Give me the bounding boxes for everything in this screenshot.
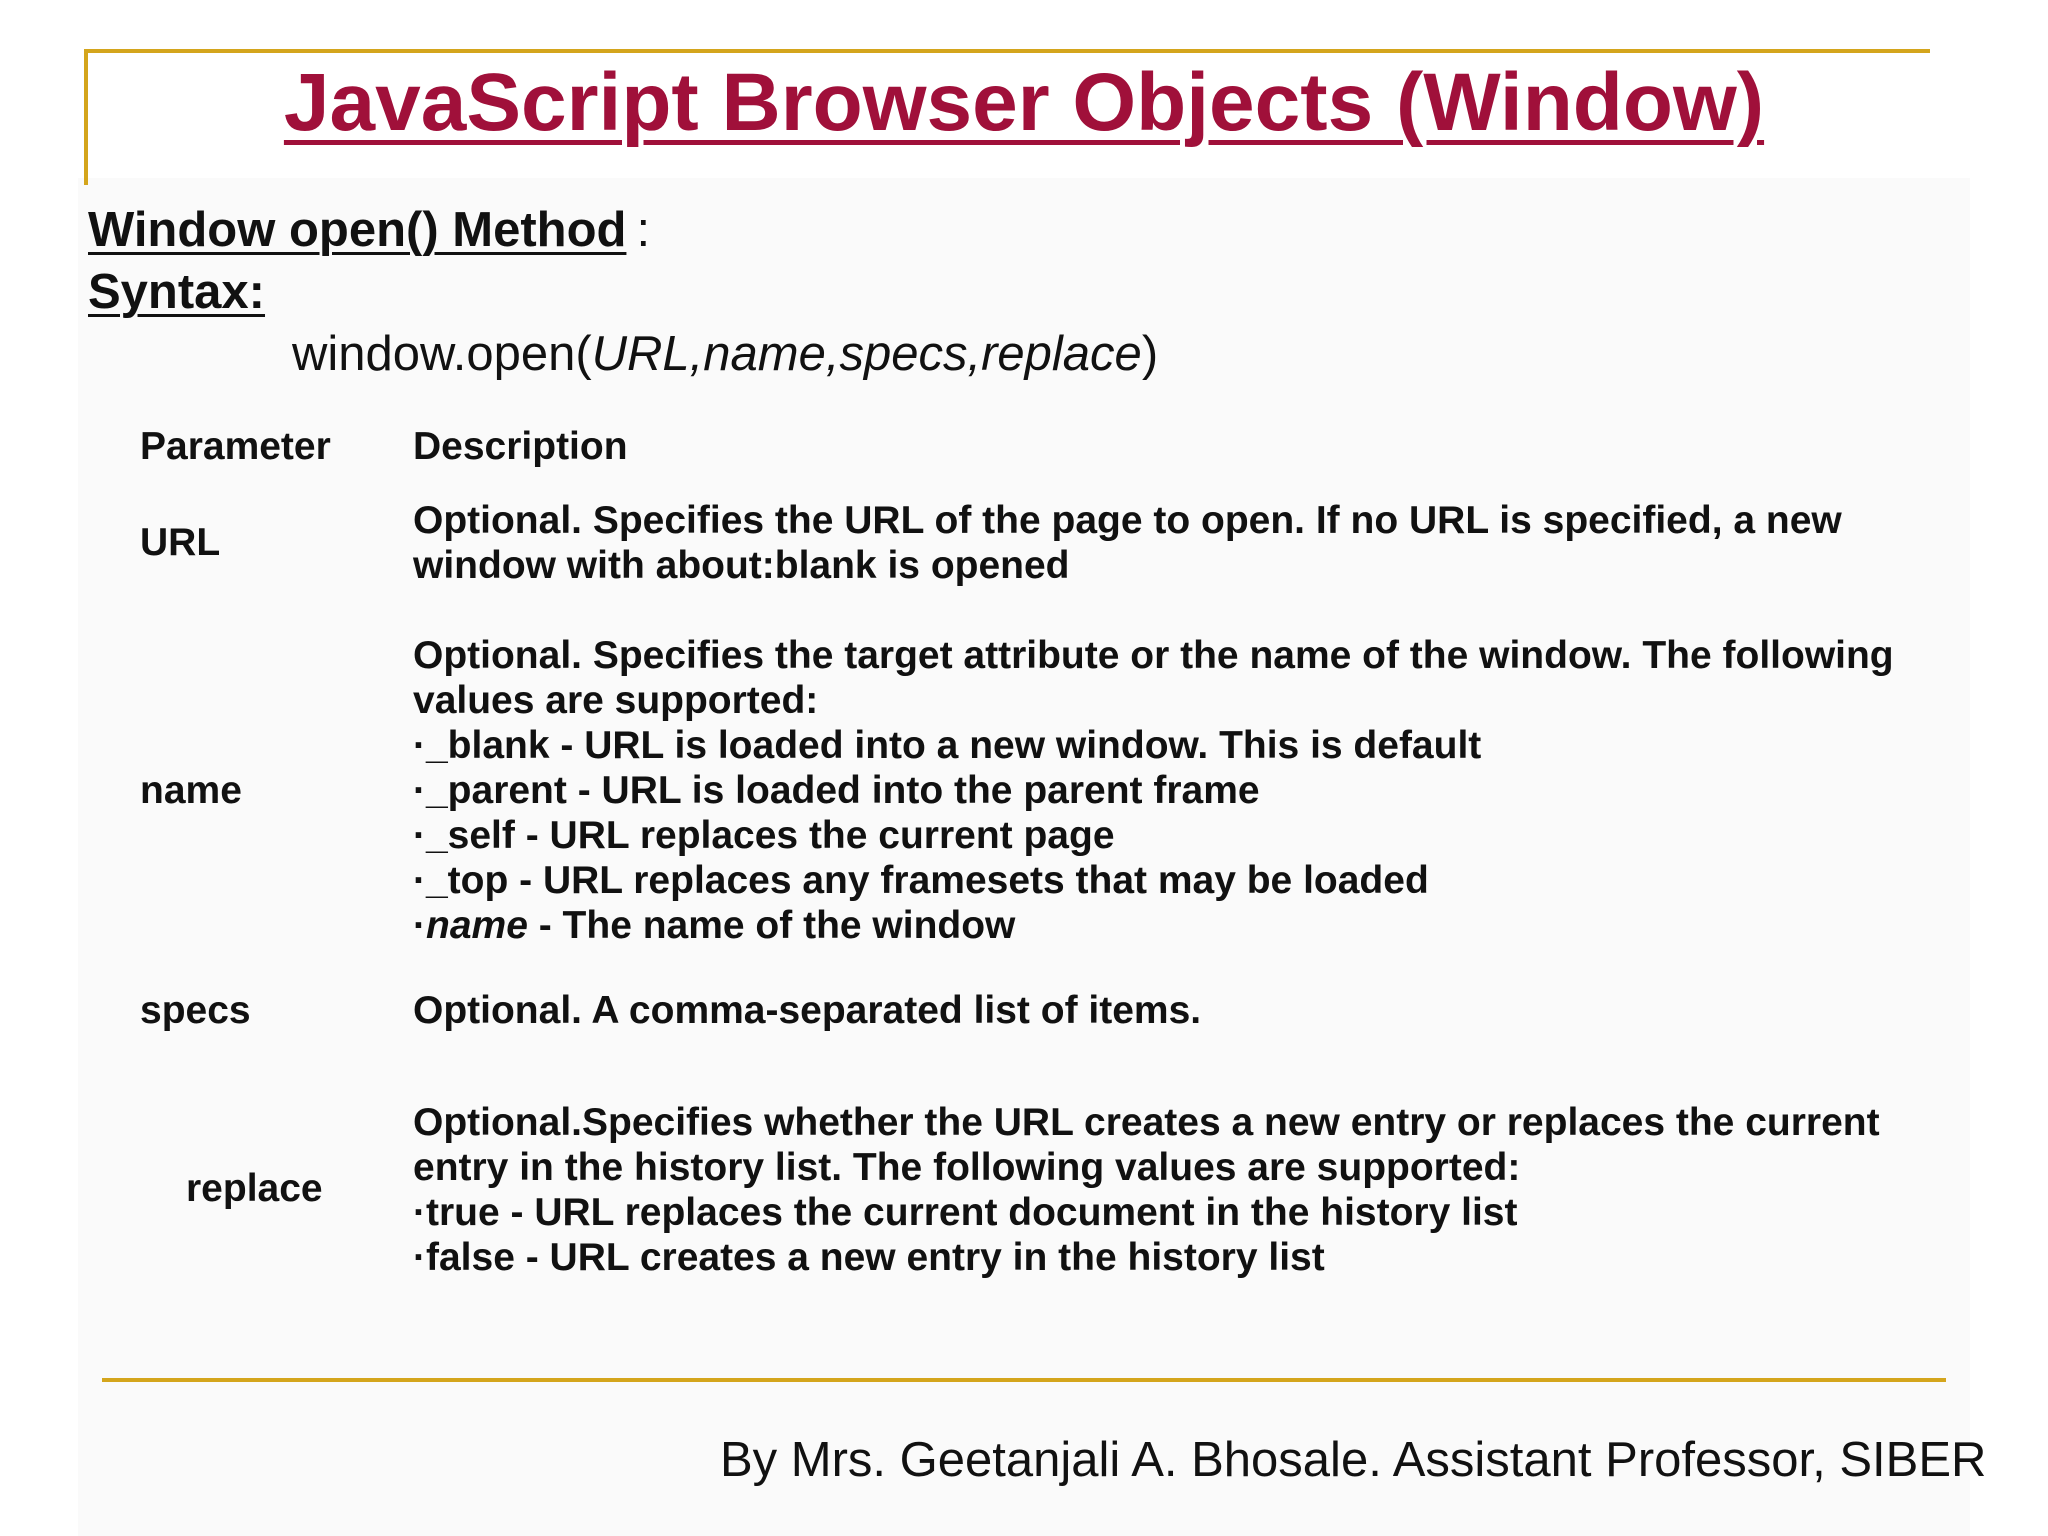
method-heading [88, 202, 650, 258]
description-line [413, 903, 1894, 948]
slide-title: JavaScript Browser Objects (Window) [283, 57, 1765, 148]
param-replace: replace [186, 1167, 323, 1210]
description-line: ·_blank - URL is loaded into a new window. This is default [413, 724, 1482, 767]
description-line: window with about:blank is opened [413, 544, 1070, 587]
description-name [413, 633, 1894, 948]
name-term-rest: - The name of the window [527, 904, 1016, 947]
param-url: URL [140, 521, 221, 564]
description-replace [413, 1100, 1880, 1280]
description-specs [413, 988, 1201, 1033]
syntax-args: URL,name,specs,replace [591, 327, 1142, 381]
param-name: name [140, 769, 242, 812]
bottom-accent-line [102, 1378, 1946, 1382]
bullet: · [413, 904, 426, 947]
author-credit: By Mrs. Geetanjali A. Bhosale. Assistant Professor, SIBER [720, 1433, 1987, 1487]
syntax-code [292, 326, 1158, 382]
top-accent-line [84, 49, 1930, 53]
description-line: ·true - URL replaces the current document in the history list [413, 1191, 1518, 1234]
table-header-parameter: Parameter [140, 425, 331, 468]
syntax-prefix: window.open( [292, 327, 592, 381]
table-header-description: Description [413, 425, 628, 468]
name-term: name [426, 904, 528, 947]
syntax-label: Syntax: [88, 265, 266, 319]
description-line: ·false - URL creates a new entry in the history list [413, 1236, 1325, 1279]
description-line: ·_self - URL replaces the current page [413, 814, 1115, 857]
description-line: Optional.Specifies whether the URL creates a new entry or replaces the current [413, 1101, 1880, 1144]
method-heading-text: Window open() Method [88, 203, 627, 257]
description-line: ·_top - URL replaces any framesets that may be loaded [413, 859, 1429, 902]
description-line: ·_parent - URL is loaded into the parent frame [413, 769, 1260, 812]
description-url [413, 498, 1842, 588]
description-line: Optional. Specifies the target attribute or the name of the window. The following [413, 634, 1894, 677]
description-line: values are supported: [413, 679, 819, 722]
method-heading-colon: : [636, 203, 651, 257]
description-line: Optional. Specifies the URL of the page to open. If no URL is specified, a new [413, 499, 1842, 542]
description-line: Optional. A comma-separated list of items. [413, 989, 1202, 1032]
param-specs: specs [140, 989, 251, 1032]
syntax-suffix: ) [1141, 327, 1159, 381]
description-line: entry in the history list. The following values are supported: [413, 1146, 1521, 1189]
